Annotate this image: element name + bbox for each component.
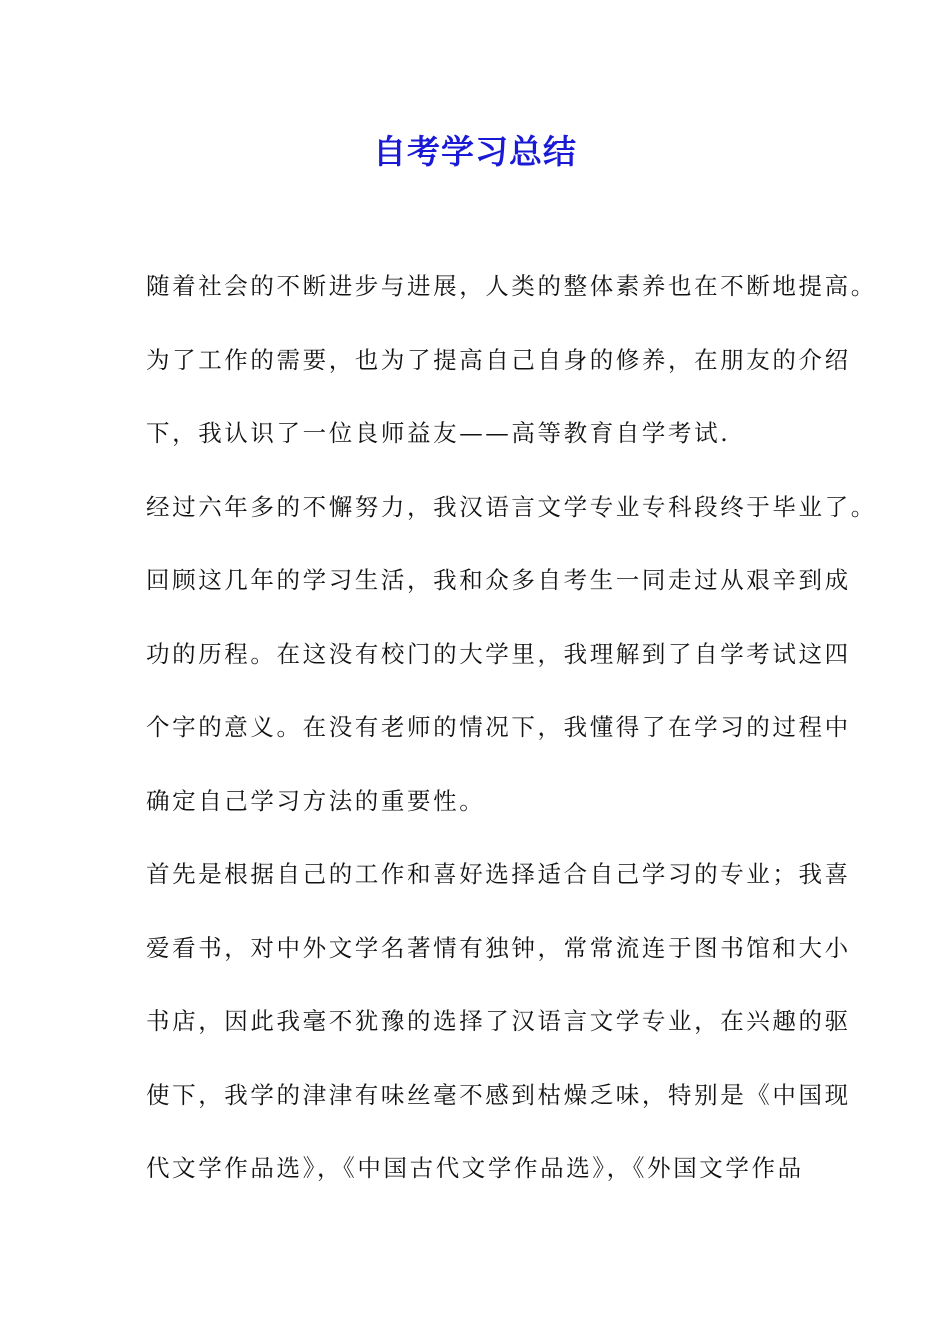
body-line: 回顾这几年的学习生活，我和众多自考生一同走过从艰辛到成 <box>146 566 851 594</box>
document-title: 自考学习总结 <box>373 132 577 171</box>
body-line: 为了工作的需要，也为了提高自己自身的修养，在朋友的介绍 <box>146 345 851 374</box>
body-line: 确定自己学习方法的重要性。 <box>146 786 486 815</box>
body-line: 代文学作品选》，《中国古代文学作品选》，《外国文学作品 <box>146 1154 804 1182</box>
body-line: 使下，我学的津津有味丝毫不感到枯燥乏味，特别是《中国现 <box>146 1080 851 1109</box>
body-line: 书店，因此我毫不犹豫的选择了汉语言文学专业，在兴趣的驱 <box>146 1007 851 1035</box>
document-body <box>146 262 877 1218</box>
body-line: 下，我认识了一位良师益友——高等教育自学考试. <box>146 419 731 447</box>
body-line: 随着社会的不断进步与进展，人类的整体素养也在不断地提高。 <box>146 272 877 300</box>
body-line: 功的历程。在这没有校门的大学里，我理解到了自学考试这四 <box>146 639 851 668</box>
body-line: 首先是根据自己的工作和喜好选择适合自己学习的专业；我喜 <box>146 860 851 888</box>
body-line: 爱看书，对中外文学名著情有独钟，常常流连于图书馆和大小 <box>146 933 851 962</box>
body-line: 个字的意义。在没有老师的情况下，我懂得了在学习的过程中 <box>146 713 851 741</box>
body-line: 经过六年多的不懈努力，我汉语言文学专业专科段终于毕业了。 <box>146 492 877 521</box>
